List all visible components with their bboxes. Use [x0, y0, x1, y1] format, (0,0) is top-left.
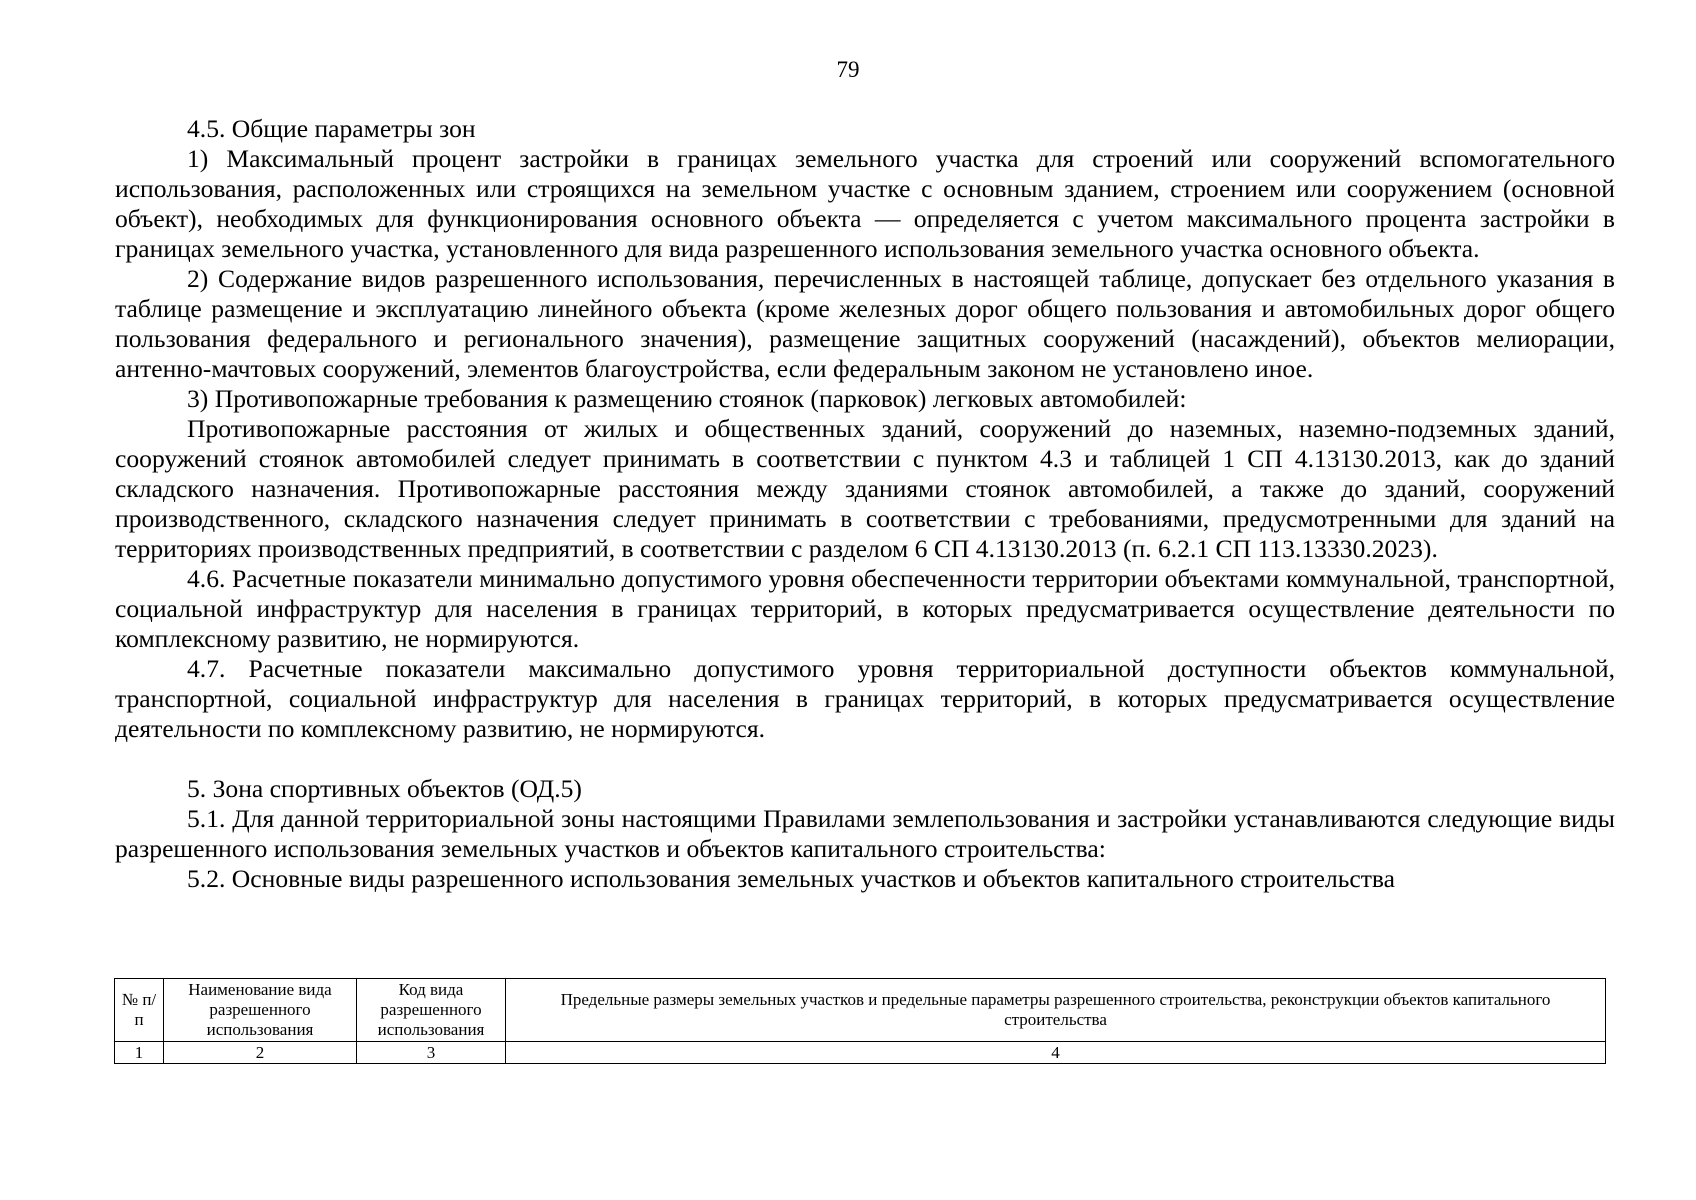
- paragraph-4-6: 4.6. Расчетные показатели минимально допустимого уровня обеспеченности территории объектами коммунальной, транспортной, социальной инфраструктур для населения в границах территорий, в которых предусматривается осуществление деятельности по комплексному развитию, не нормируются.: [115, 564, 1615, 653]
- section-heading-4-5: 4.5. Общие параметры зон: [187, 114, 476, 143]
- paragraph-5-1: 5.1. Для данной территориальной зоны настоящими Правилами землепользования и застройки устанавливаются следующие виды разрешенного использования земельных участков и объектов капитального строительства:: [115, 804, 1615, 863]
- table-cell: 4: [506, 1042, 1606, 1064]
- permitted-use-table: [114, 978, 1606, 1064]
- paragraph-4-7: 4.7. Расчетные показатели максимально допустимого уровня территориальной доступности объектов коммунальной, транспортной, социальной инфраструктур для населения в границах территорий, в которых предусматривается осуществление деятельности по комплексному развитию, не нормируются.: [115, 654, 1615, 743]
- document-body: [115, 114, 1615, 894]
- paragraph-4-5-1: 1) Максимальный процент застройки в границах земельного участка для строений или сооружений вспомогательного использования, расположенных или строящихся на земельном участке с основным зданием, строением или сооружением (основной объект), необходимых для функционирования основного объекта — определяется с учетом максимального процента застройки в границах земельного участка, установленного для вида разрешенного использования земельного участка основного объекта.: [115, 144, 1615, 263]
- header-use-code: Код вида разрешенного использования: [357, 979, 506, 1042]
- section-heading-5: 5. Зона спортивных объектов (ОД.5): [187, 774, 582, 803]
- table-cell: 2: [164, 1042, 357, 1064]
- table-cell: 3: [357, 1042, 506, 1064]
- blank-line: [115, 744, 1615, 774]
- header-use-name: Наименование вида разрешенного использования: [164, 979, 357, 1042]
- paragraph-4-5-2: 2) Содержание видов разрешенного использования, перечисленных в настоящей таблице, допускает без отдельного указания в таблице размещение и эксплуатацию линейного объекта (кроме железных дорог общего пользования и автомобильных дорог общего пользования федерального и регионального значения), размещение защитных сооружений (насаждений), объектов мелиорации, антенно-мачтовых сооружений, элементов благоустройства, если федеральным законом не установлено иное.: [115, 264, 1615, 383]
- table-row: [115, 1042, 1606, 1064]
- header-parameters: Предельные размеры земельных участков и предельные параметры разрешенного строительства, реконструкции объектов капитального строительства: [506, 979, 1606, 1042]
- paragraph-5-2: 5.2. Основные виды разрешенного использования земельных участков и объектов капитального строительства: [187, 864, 1396, 893]
- header-number: № п/п: [115, 979, 164, 1042]
- paragraph-4-5-3: 3) Противопожарные требования к размещению стоянок (парковок) легковых автомобилей:: [187, 384, 1187, 413]
- table-cell: 1: [115, 1042, 164, 1064]
- page-number: 79: [836, 57, 860, 82]
- paragraph-fire-distances: Противопожарные расстояния от жилых и общественных зданий, сооружений до наземных, наземно-подземных зданий, сооружений стоянок автомобилей следует принимать в соответствии с пунктом 4.3 и таблицей 1 СП 4.13130.2013, как до зданий складского назначения. Противопожарные расстояния между зданиями стоянок автомобилей, а также до зданий, сооружений производственного, складского назначения следует принимать в соответствии с требованиями, предусмотренными для зданий на территориях производственных предприятий, в соответствии с разделом 6 СП 4.13130.2013 (п. 6.2.1 СП 113.13330.2023).: [115, 414, 1615, 563]
- table-header-row: [115, 979, 1606, 1042]
